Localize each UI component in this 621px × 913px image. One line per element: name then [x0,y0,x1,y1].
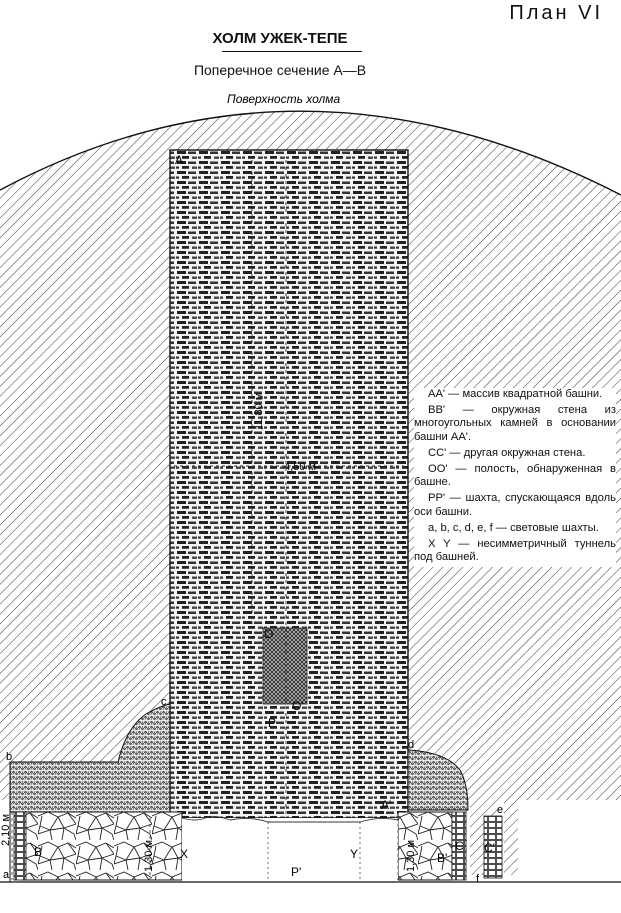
point-a: A [175,153,184,167]
point-a-prime: A' [381,798,392,812]
dimension-width: 4,50 м [284,461,317,473]
dimension-height: 11,80 м [253,392,265,430]
point-c: C [455,839,464,853]
legend-item: BB' — окружная стена из многоугольных камней в основании башни AA'. [414,404,616,443]
legend-item: PP' — шахта, спускающаяся вдоль оси башни. [414,492,616,518]
wall-bb-left [22,812,182,880]
point-x: X [180,847,189,861]
page-subtitle: Поперечное сечение A—B [193,62,367,78]
point-d-lower: d [408,739,415,751]
legend-item: CC' — другая окружная стена. [428,446,586,459]
dimension-tunnel-right: 1,30 м [405,839,417,872]
tunnel-xy [182,818,398,882]
legend [414,388,616,567]
tower-aa [170,150,408,818]
dimension-tunnel-left: 1,30 м [143,839,155,872]
point-o: O [264,627,274,641]
point-y: Y [350,847,359,861]
point-a-lower: a [3,869,10,881]
point-o-prime: O' [292,699,304,713]
point-f-lower: f [476,873,480,885]
point-c-prime: C' [484,841,495,855]
legend-item: a, b, c, d, e, f — световые шахты. [428,521,599,534]
legend-item: X Y — несимметричный туннель под башней. [414,537,616,564]
page-title: ХОЛМ УЖЕК-ТЕПЕ [212,30,348,47]
plan-label: План VI [509,2,603,24]
legend-item: AA' — массив квадратной башни. [428,388,603,400]
point-p-prime: P' [291,865,302,879]
dimension-wall-height: 2,10 м [0,813,12,846]
point-b: B [34,845,43,859]
point-c-lower: c [161,696,167,708]
point-p: P [268,716,277,730]
point-b-prime: B' [437,851,448,865]
point-b-lower: b [6,751,13,763]
surface-label: Поверхность холма [227,92,341,106]
legend-item: OO' — полость, обнаруженная в башне. [414,462,616,489]
title-underline [222,51,362,52]
point-e-lower: e [497,804,504,816]
